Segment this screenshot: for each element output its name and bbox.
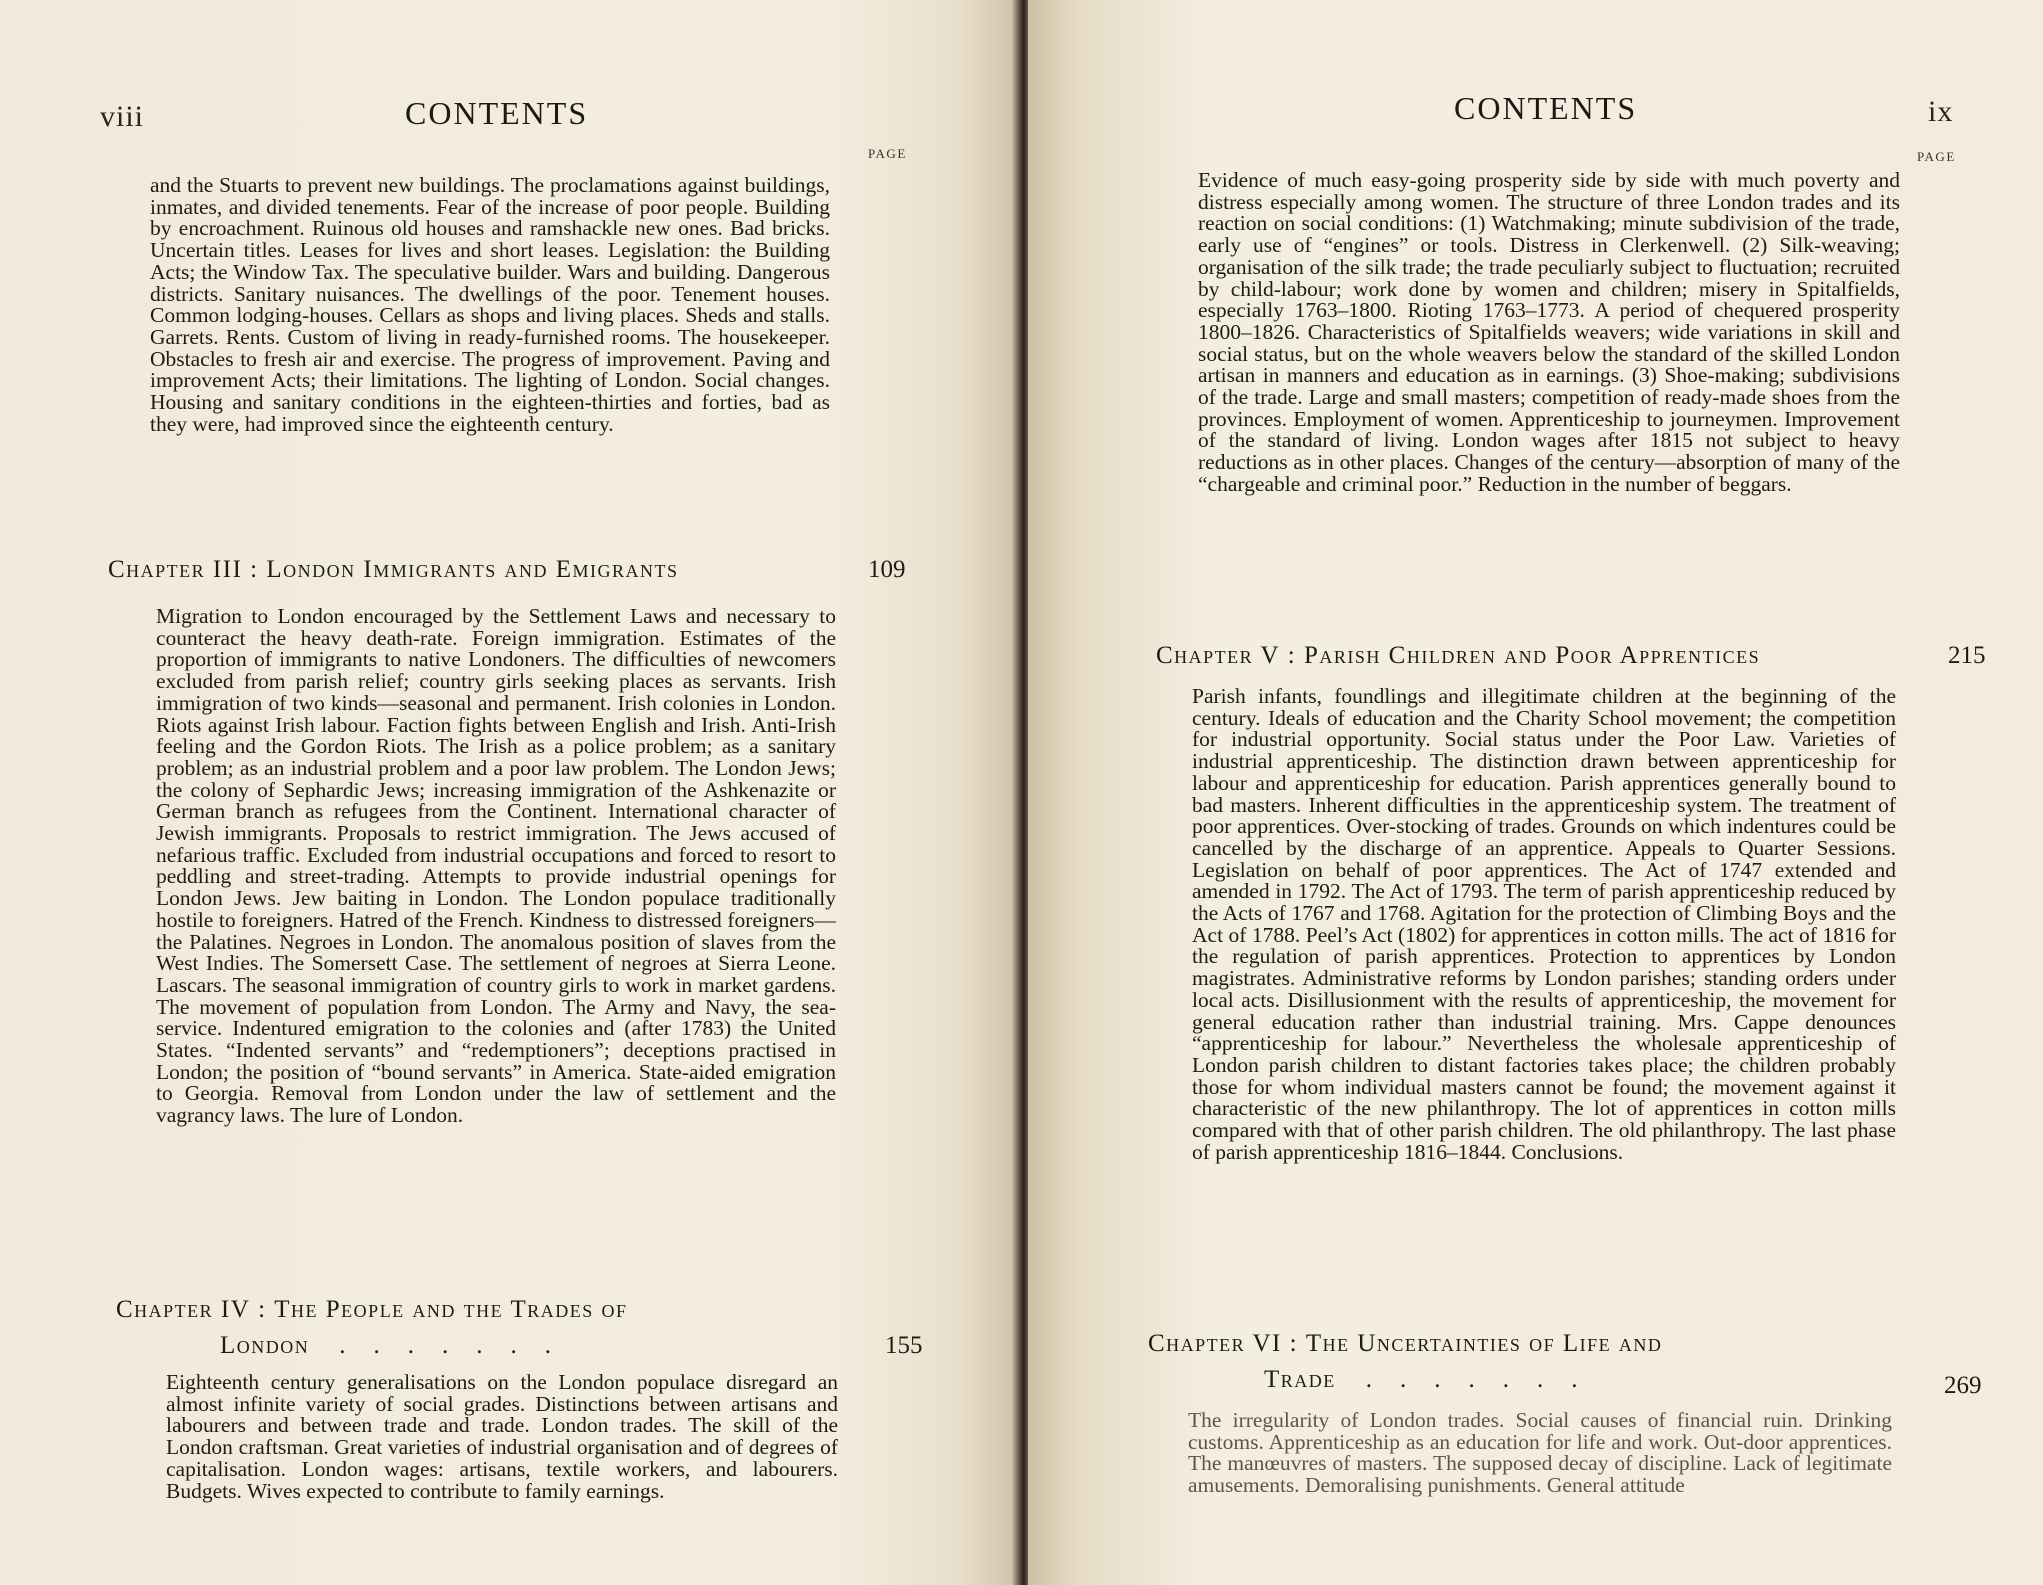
chapter-3-title: London Immigrants and Emigrants bbox=[266, 556, 679, 583]
chapter-3-page-number: 109 bbox=[868, 556, 906, 583]
chapter-3-label: Chapter III bbox=[108, 556, 243, 583]
chapter-4-title-line1: The People and the Trades of bbox=[274, 1296, 628, 1323]
chapter-4-heading: Chapter IV : The People and the Trades of bbox=[116, 1296, 628, 1323]
chapter-6-title-line2: Trade bbox=[1264, 1366, 1336, 1393]
chapter-6-leaders: ....... bbox=[1365, 1366, 1606, 1393]
chapter-3-summary: Migration to London encouraged by the Settlement Laws and necessary to counteract the heavy death-rate. Foreign immigration. Estimates of the proportion of immigrants to native Londoners. The difficulties of newcomers excluded from parish relief; country girls seeking places as servants. Irish immigration of two kinds—seasonal and permanent. Irish colonies in London. Riots against Irish labour. Faction fights between English and Irish. Anti-Irish feeling and the Gordon Riots. The Irish as a police problem; as a sanitary problem; as an industrial problem and a poor law problem. The London Jews; the colony of Sephardic Jews; increasing immigration of the Ashkenazite or German branch as refugees from the Continent. International character of Jewish immigrants. Proposals to restrict immigration. The Jews accused of nefarious traffic. Excluded from industrial occupations and forced to resort to peddling and street-trading. Attempts to provide industrial openings for London Jews. Jew baiting in London. The London populace traditionally hostile to foreigners. Hatred of the French. Kindness to distressed foreigners—the Palatines. Negroes in London. The anomalous position of slaves from the West Indies. The Somersett Case. The settlement of negroes at Sierra Leone. Lascars. The seasonal immigration of country girls to work in market gardens. The movement of population from London. The Army and Navy, the sea-service. Indentured emigration to the colonies and (after 1783) the United States. “Indented servants” and “redemptioners”; deceptions practised in London; the position of “bound servants” in America. State-aided emigration to Georgia. Removal from London under the law of settlement and the vagrancy laws. The lure of London. bbox=[156, 604, 836, 1128]
chapter-4-title-line2: London bbox=[220, 1332, 310, 1359]
left-continuation-text: and the Stuarts to prevent new buildings. The proclamations against buildings, inmates, and divided tenements. Fear of the increase of poor people. Building by encroachment. Ruinous old houses and ramshackle new ones. Bad bricks. Uncertain titles. Leases for lives and short leases. Legislation: the Building Acts; the Window Tax. The speculative builder. Wars and building. Dangerous districts. Sanitary nuisances. The dwellings of the poor. Tenement houses. Common lodging-houses. Cellars as shops and living places. Sheds and stalls. Garrets. Rents. Custom of living in ready-furnished rooms. The housekeeper. Obstacles to fresh air and exercise. The progress of improvement. Paving and improvement Acts; their limitations. The lighting of London. Social changes. Housing and sanitary conditions in the eighteen-thirties and forties, bad as they were, had improved since the eighteenth century. bbox=[150, 173, 830, 436]
chapter-5-page-number: 215 bbox=[1948, 642, 1986, 669]
right-running-head: CONTENTS bbox=[1454, 90, 1638, 126]
chapter-4-leaders: ....... bbox=[339, 1332, 580, 1359]
left-folio: viii bbox=[100, 100, 145, 133]
chapter-4-summary: Eighteenth century generalisations on the London populace disregard an almost infinite variety of social grades. Distinctions between artisans and labourers and between trade and trade. London trades. The skill of the London craftsman. Great varieties of industrial organisation and of degrees of capitalisation. London wages: artisans, textile workers, and labourers. Budgets. Wives expected to contribute to family earnings. bbox=[166, 1370, 838, 1503]
chapter-5-heading: Chapter V : Parish Children and Poor Apprentices bbox=[1156, 642, 1761, 669]
chapter-3-heading: Chapter III : London Immigrants and Emigrants bbox=[108, 556, 679, 583]
right-folio: ix bbox=[1928, 95, 1954, 128]
right-continuation-text: Evidence of much easy-going prosperity side by side with much poverty and distress especially among women. The structure of three London trades and its reaction on social conditions: (1) Watchmaking; minute subdivision of the trade, early use of “engines” or tools. Distress in Clerkenwell. (2) Silk-weaving; organisation of the silk trade; the trade peculiarly subject to fluctuation; recruited by child-labour; work done by women and children; misery in Spitalfields, especially 1763–1800. Rioting 1763–1773. A period of chequered prosperity 1800–1826. Characteristics of Spitalfields weavers; wide variations in skill and social status, but on the whole weavers below the standard of the skilled London artisan in manners and education as in earnings. (3) Shoe-making; subdivisions of the trade. Large and small masters; competition of ready-made shoes from the provinces. Employment of women. Apprenticeship to journeymen. Improvement of the standard of living. London wages after 1815 not subject to heavy reductions as in other places. Changes of the century—absorption of many of the “chargeable and criminal poor.” Reduction in the number of beggars. bbox=[1198, 168, 1900, 496]
chapter-4-page-number: 155 bbox=[885, 1332, 923, 1359]
chapter-6-title-line1: The Uncertainties of Life and bbox=[1305, 1330, 1663, 1357]
chapter-6-label: Chapter VI bbox=[1148, 1330, 1282, 1357]
chapter-6-title-line2-row bbox=[1264, 1366, 1606, 1394]
right-page-label: PAGE bbox=[1917, 149, 1956, 164]
left-running-head: CONTENTS bbox=[405, 95, 589, 131]
left-page-label: PAGE bbox=[868, 146, 907, 161]
chapter-5-summary: Parish infants, foundlings and illegitimate children at the beginning of the century. Ideals of education and the Charity School movement; the competition for industrial opportunity. Social status under the Poor Law. Varieties of industrial apprenticeship. The distinction drawn between apprenticeship for labour and apprenticeship for education. Parish apprentices generally bound to bad masters. Inherent difficulties in the apprenticeship system. The treatment of poor apprentices. Over-stocking of trades. Grounds on which indentures could be cancelled by the discharge of an apprentice. Appeals to Quarter Sessions. Legislation on behalf of poor apprentices. The Act of 1747 extended and amended in 1792. The Act of 1793. The term of parish apprenticeship reduced by the Acts of 1767 and 1768. Agitation for the protection of Climbing Boys and the Act of 1788. Peel’s Act (1802) for apprentices in cotton mills. The act of 1816 for the regulation of parish apprentices. Protection to apprentices by London magistrates. Administrative reforms by London parishes; standing orders under local acts. Disillusionment with the results of apprenticeship, the movement for general education rather than industrial training. Mrs. Cappe denounces “apprenticeship for labour.” Nevertheless the wholesale apprenticeship of London parish children to distant factories takes place; the children probably those for whom individual masters cannot be found; the movement against it characteristic of the new philanthropy. The lot of apprentices in cotton mills compared with that of other parish children. The old philanthropy. The last phase of parish apprenticeship 1816–1844. Conclusions. bbox=[1192, 684, 1896, 1164]
right-page bbox=[1028, 0, 2043, 1585]
chapter-6-page-number: 269 bbox=[1944, 1372, 1982, 1399]
chapter-6-heading: Chapter VI : The Uncertainties of Life and bbox=[1148, 1330, 1663, 1357]
chapter-4-title-line2-row bbox=[220, 1332, 579, 1360]
left-page bbox=[0, 0, 1018, 1585]
chapter-4-label: Chapter IV bbox=[116, 1296, 251, 1323]
chapter-5-title: Parish Children and Poor Apprentices bbox=[1304, 642, 1761, 669]
chapter-6-summary: The irregularity of London trades. Social causes of financial ruin. Drinking customs. Apprenticeship as an education for life and work. Out-door apprentices. The manœuvres of masters. The supposed decay of discipline. Lack of legitimate amusements. Demoralising punishments. General attitude bbox=[1188, 1408, 1892, 1498]
chapter-5-label: Chapter V bbox=[1156, 642, 1281, 669]
